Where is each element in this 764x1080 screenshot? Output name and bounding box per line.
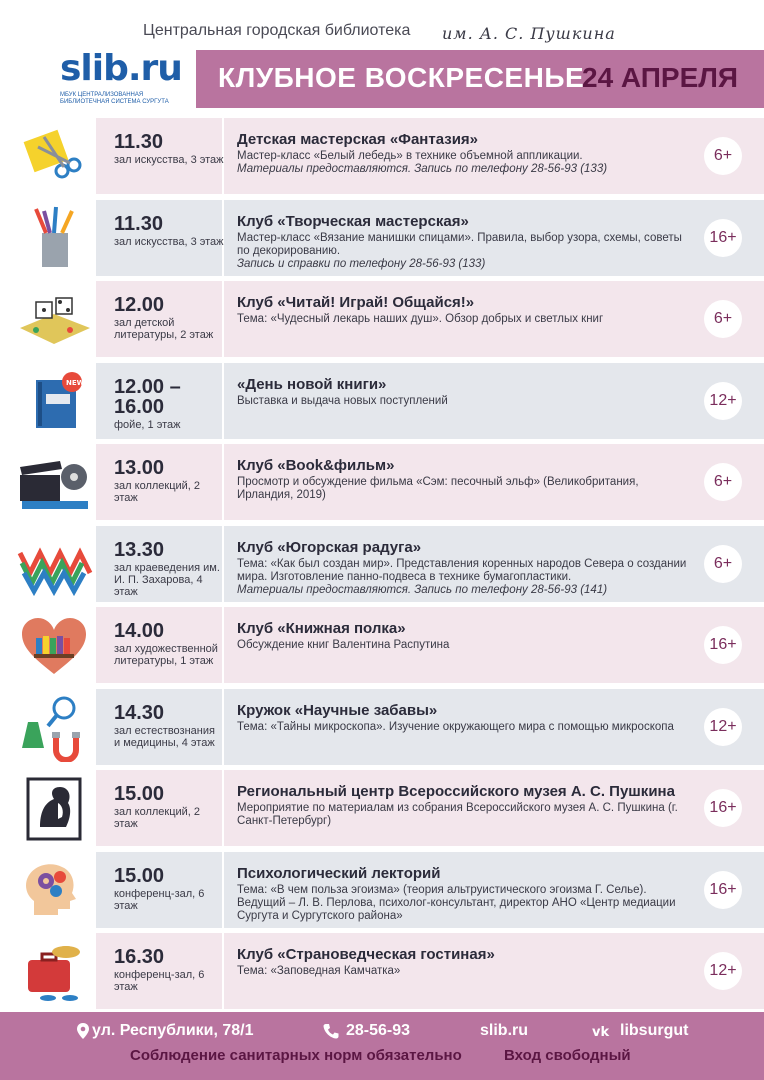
- age-rating-badge: 12+: [704, 382, 742, 420]
- page-date: 24 АПРЕЛЯ: [582, 62, 739, 93]
- age-rating-badge: 16+: [704, 626, 742, 664]
- event-time: 13.00: [114, 457, 165, 479]
- age-rating-badge: 6+: [704, 300, 742, 338]
- header-line: [0, 18, 764, 48]
- event-description-text: Мастер-класс «Белый лебедь» в технике объемной аппликации.: [237, 150, 583, 162]
- event-place: конференц-зал, 6 этаж: [114, 888, 205, 912]
- event-note: Материалы предоставляются. Запись по телефону 28-56-93 (141): [237, 584, 608, 596]
- age-rating-badge: 6+: [704, 545, 742, 583]
- pushkin-portrait-icon: [14, 773, 94, 843]
- event-title: Клуб «Book&фильм»: [237, 457, 395, 474]
- event-place: зал искусства, 3 этаж: [114, 236, 224, 248]
- event-description-text: Просмотр и обсуждение фильма «Сэм: песочный эльф» (Великобритания, Ирландия, 2019): [237, 476, 639, 501]
- age-rating-badge: 16+: [704, 789, 742, 827]
- event-place: конференц-зал, 6 этаж: [114, 969, 205, 993]
- event-description-text: Мастер-класс «Вязание манишки спицами». Правила, выбор узора, схемы, советы по декорированию.: [237, 232, 682, 257]
- head-gears-icon: [14, 855, 94, 925]
- phone-icon: [322, 1022, 340, 1040]
- event-time: 12.00 – 16.00: [114, 376, 181, 418]
- event-description: [237, 639, 692, 652]
- event-time: 11.30: [114, 131, 163, 153]
- board-game-dice-icon: [14, 284, 94, 354]
- event-time: 12.00: [114, 294, 165, 316]
- event-title: Клуб «Страноведческая гостиная»: [237, 946, 495, 963]
- event-description: [237, 884, 692, 923]
- footer-address: ул. Республики, 78/1: [92, 1022, 254, 1039]
- event-note: Запись и справки по телефону 28-56-93 (133): [237, 258, 486, 270]
- event-description: [237, 558, 692, 597]
- vk-icon: [592, 1022, 614, 1040]
- event-title: Клуб «Читай! Играй! Общайся!»: [237, 294, 475, 311]
- event-description-text: Тема: «Чудесный лекарь наших душ». Обзор добрых и светлых книг: [237, 313, 604, 325]
- new-book-icon: [14, 366, 94, 436]
- event-description: [237, 150, 692, 176]
- event-time: 13.30: [114, 539, 165, 561]
- age-rating-badge: 12+: [704, 952, 742, 990]
- event-title: Детская мастерская «Фантазия»: [237, 131, 479, 148]
- rainbow-chevron-icon: [14, 529, 94, 599]
- event-title: «День новой книги»: [237, 376, 387, 393]
- footer-sanitary-note: Соблюдение санитарных норм обязательно: [130, 1047, 462, 1064]
- event-place: зал краеведения им. И. П. Захарова, 4 этаж: [114, 562, 220, 598]
- svg-text:NEW: NEW: [66, 379, 85, 387]
- event-place: фойе, 1 этаж: [114, 419, 181, 431]
- event-time: 16.30: [114, 946, 165, 968]
- location-pin-icon: [74, 1022, 92, 1040]
- library-name: Центральная городская библиотека: [143, 22, 411, 39]
- event-place: зал детской литературы, 2 этаж: [114, 317, 214, 341]
- event-description-text: Мероприятие по материалам из собрания Всероссийского музея А. С. Пушкина (г. Санкт-Петербург): [237, 802, 678, 827]
- footer-entry-note: Вход свободный: [504, 1047, 631, 1064]
- age-rating-badge: 6+: [704, 137, 742, 175]
- event-description-text: Обсуждение книг Валентина Распутина: [237, 639, 450, 651]
- logo: slib.ru: [60, 48, 182, 89]
- event-place: зал художественной литературы, 1 этаж: [114, 643, 218, 667]
- pencil-cup-icon: [14, 203, 94, 273]
- event-description-text: Тема: «В чем польза эгоизма» (теория альтруистического эгоизма Г. Селье). Ведущий – Л. В. Перлова, психолог-консультант, директор АНО «Центр медиации Сургута и Сургутского района»: [237, 884, 676, 922]
- event-description: [237, 232, 692, 271]
- age-rating-badge: 6+: [704, 463, 742, 501]
- age-rating-badge: 12+: [704, 708, 742, 746]
- heart-bookshelf-icon: [14, 610, 94, 680]
- event-description: [237, 721, 692, 734]
- event-time: 15.00: [114, 783, 165, 805]
- logo-subtitle: МБУК ЦЕНТРАЛИЗОВАННАЯ БИБЛИОТЕЧНАЯ СИСТЕМА СУРГУТА: [60, 92, 169, 105]
- event-title: Кружок «Научные забавы»: [237, 702, 438, 719]
- event-description: [237, 395, 692, 408]
- scissors-paper-icon: [14, 121, 94, 191]
- age-rating-badge: 16+: [704, 871, 742, 909]
- event-place: зал искусства, 3 этаж: [114, 154, 224, 166]
- age-rating-badge: 16+: [704, 219, 742, 257]
- event-title: Клуб «Книжная полка»: [237, 620, 406, 637]
- event-place: зал коллекций, 2 этаж: [114, 806, 201, 830]
- event-place: зал естествознания и медицины, 4 этаж: [114, 725, 215, 749]
- science-flask-magnet-icon: [14, 692, 94, 762]
- signature: им. А. С. Пушкина: [442, 24, 616, 43]
- event-description-text: Тема: «Тайны микроскопа». Изучение окружающего мира с помощью микроскопа: [237, 721, 674, 733]
- footer-phone[interactable]: 28-56-93: [346, 1022, 411, 1039]
- event-time: 15.00: [114, 865, 165, 887]
- event-description: [237, 965, 692, 978]
- page-title: КЛУБНОЕ ВОСКРЕСЕНЬЕ: [218, 62, 585, 93]
- suitcase-travel-icon: [14, 936, 94, 1006]
- event-description: [237, 476, 692, 502]
- event-place: зал коллекций, 2 этаж: [114, 480, 201, 504]
- event-title: Клуб «Югорская радуга»: [237, 539, 422, 556]
- event-description-text: Выставка и выдача новых поступлений: [237, 395, 448, 407]
- event-title: Психологический лекторий: [237, 865, 441, 882]
- event-time: 14.30: [114, 702, 165, 724]
- event-time: 14.00: [114, 620, 165, 642]
- footer-vk-link[interactable]: libsurgut: [620, 1022, 689, 1039]
- footer-site-link[interactable]: slib.ru: [480, 1022, 529, 1039]
- film-reel-clapper-icon: [14, 447, 94, 517]
- event-description-text: Тема: «Заповедная Камчатка»: [237, 965, 401, 977]
- event-description-text: Тема: «Как был создан мир». Представления коренных народов Севера о создании мира. Изготовление панно-подвеса в технике бумагопластики.: [237, 558, 687, 583]
- event-title: Клуб «Творческая мастерская»: [237, 213, 469, 230]
- event-time: 11.30: [114, 213, 163, 235]
- svg-text:vk: vk: [592, 1025, 610, 1040]
- event-note: Материалы предоставляются. Запись по телефону 28-56-93 (133): [237, 163, 608, 175]
- event-description: [237, 313, 692, 326]
- event-title: Региональный центр Всероссийского музея А. С. Пушкина: [237, 783, 675, 800]
- event-description: [237, 802, 692, 828]
